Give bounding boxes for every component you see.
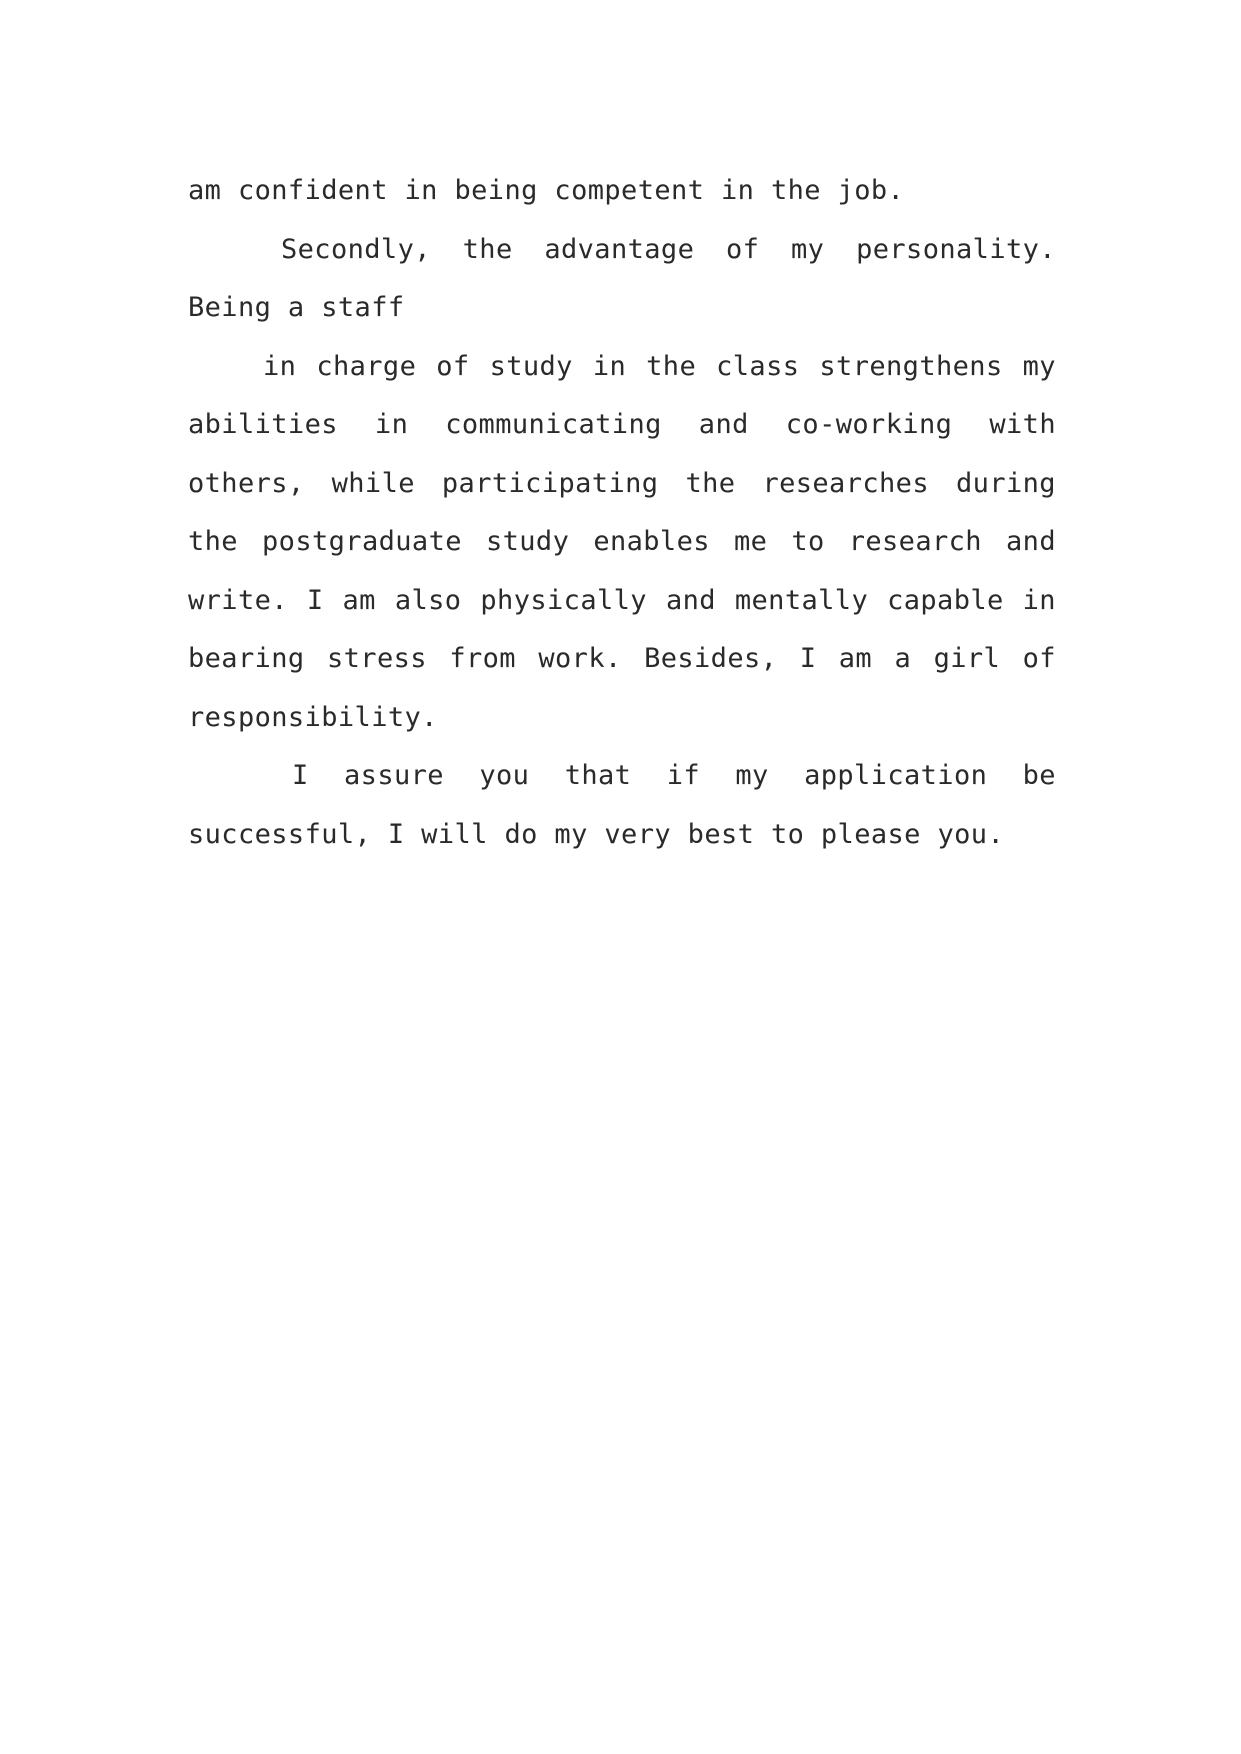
word: physically: [480, 584, 647, 616]
word: mentally: [734, 584, 869, 616]
word: class: [716, 350, 800, 382]
text-line: [188, 630, 1056, 689]
word: also: [394, 584, 462, 616]
word: stress: [327, 643, 427, 674]
text-line: [188, 572, 1056, 631]
word: co-working: [785, 409, 953, 440]
word: of: [436, 350, 470, 382]
word: abilities: [188, 409, 338, 440]
word: bearing: [188, 643, 305, 674]
word: the: [646, 350, 697, 382]
word: I: [306, 584, 324, 616]
word: I: [799, 643, 817, 674]
word: my: [735, 760, 769, 791]
word: with: [989, 409, 1056, 440]
word: my: [791, 233, 825, 265]
word: and: [665, 584, 716, 616]
word: Secondly,: [281, 233, 431, 265]
word: study: [489, 350, 573, 382]
text-line: responsibility.: [188, 701, 438, 733]
word: study: [485, 526, 570, 557]
word: others,: [188, 467, 305, 499]
word: I: [292, 760, 309, 791]
word: personality.: [856, 233, 1056, 265]
word: if: [666, 760, 700, 791]
word: in: [263, 350, 297, 382]
text-line: Being a staff: [188, 292, 405, 323]
word: participating: [441, 467, 659, 499]
word: application: [804, 760, 988, 791]
word: to: [791, 526, 825, 557]
word: girl: [933, 643, 1001, 674]
word: a: [894, 643, 912, 674]
word: write.: [188, 584, 288, 616]
word: researches: [762, 467, 929, 499]
word: am: [342, 584, 376, 616]
word: Besides,: [644, 643, 778, 674]
word: and: [698, 409, 749, 440]
word: postgraduate: [262, 526, 462, 557]
word: advantage: [544, 233, 695, 265]
word: in: [1022, 584, 1056, 616]
word: in: [592, 350, 627, 382]
word: charge: [316, 350, 417, 382]
word: assure: [344, 760, 444, 791]
word: during: [956, 467, 1056, 499]
text-line: [188, 338, 1056, 397]
word: and: [1006, 526, 1056, 557]
word: communicating: [445, 409, 662, 440]
text-line: [188, 513, 1056, 572]
word: while: [331, 467, 415, 499]
word: of: [1022, 643, 1056, 674]
word: enables: [593, 526, 710, 557]
text-line: [188, 455, 1056, 514]
word: from: [449, 643, 516, 674]
word: am: [838, 643, 873, 674]
word: the: [685, 467, 736, 499]
word: you: [479, 760, 530, 791]
word: that: [564, 760, 632, 791]
word: the: [188, 526, 238, 557]
letter-body: [188, 162, 1056, 864]
text-line: [188, 396, 1056, 455]
text-line: am confident in being competent in the job.: [188, 175, 905, 206]
word: in: [374, 409, 409, 440]
word: work.: [538, 643, 622, 674]
word: strengthens: [819, 350, 1003, 382]
text-line: successful, I will do my very best to please you.: [188, 818, 1005, 850]
word: be: [1022, 760, 1056, 791]
word: of: [725, 233, 760, 265]
word: capable: [887, 584, 1004, 616]
text-line: [188, 747, 1056, 806]
word: research: [848, 526, 982, 557]
word: my: [1022, 350, 1056, 382]
word: the: [462, 233, 513, 265]
word: me: [733, 526, 768, 557]
text-line: [188, 221, 1056, 280]
